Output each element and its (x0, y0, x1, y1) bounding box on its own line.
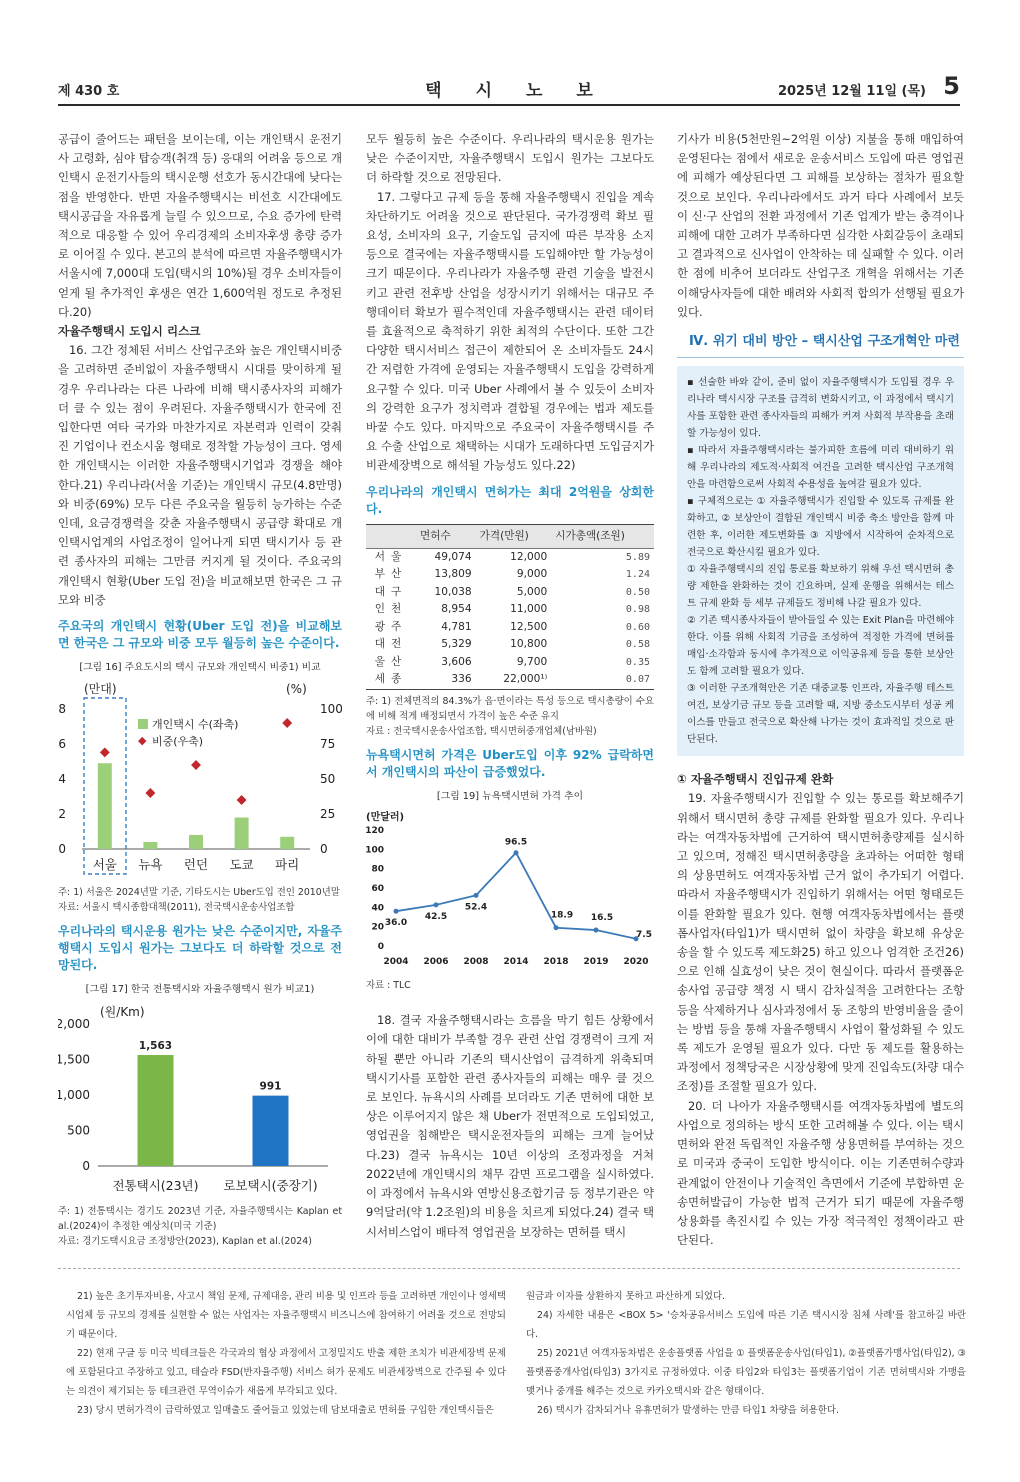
y-tick-label: 0 (82, 1158, 90, 1173)
bar (189, 835, 203, 849)
figure-17-chart (58, 1002, 342, 1198)
bar (253, 1095, 289, 1165)
x-tick-label: 도쿄 (229, 857, 254, 873)
data-label: 42.5 (424, 911, 448, 922)
price-cell: 12,000 (510, 550, 548, 563)
figure-19-chart (366, 808, 654, 972)
footnote: 22) 현재 구글 등 미국 빅테크들은 각국과의 협상 과정에서 고정밀지도 반출 제한 조치가 비관세장벽 문제에 포함된다고 주장하고 있고, 테슬라 FSD(반자율주행) 서비스 허가 문제도 비관세장벽으로 간주될 수 있다는 의견이 제기되는 등 테크관련 무역이슈가 새롭게 부각되고 있다. (66, 1348, 506, 1397)
table-row (366, 619, 654, 637)
data-label: 36.0 (384, 918, 408, 929)
footnote: 24) 자세한 내용은 <BOX 5> '승차공유서비스 도입에 따른 기존 택시시장 침체 사례'를 참고하길 바란다. (526, 1310, 966, 1340)
summary-item: ② 기존 택시종사자들이 받아들일 수 있는 Exit Plan을 마련해야 한다. 이를 위해 사회적 기금을 조성하여 적정한 가격에 면허를 매입·소각함과 동시에 추가적으로 이익공유제 등을 통한 보상안도 함께 고려할 필요가 있다. (687, 615, 954, 678)
market-cap-cell: 0.35 (625, 656, 650, 668)
figure-19-title: [그림 19] 뉴욕택시면허 가격 추이 (436, 790, 584, 802)
summary-item: ③ 이러한 구조개혁안은 기존 대중교통 인프라, 자율주행 테스트 여건, 보상기금 규모 등을 고려할 때, 지방 중소도시부터 성공 케이스를 만들고 전국으로 확산해 나가는 것이 효과적일 것으로 판단된다. (687, 683, 954, 746)
data-label: 1,563 (138, 1039, 173, 1052)
license-count-cell: 13,809 (434, 568, 472, 581)
figure-17-source: 자료: 경기도택시요금 조정방안(2023), Kaplan et al.(2024) (58, 1235, 312, 1247)
y-tick-label: 500 (67, 1123, 90, 1138)
y-right-tick-label: 75 (320, 737, 336, 752)
market-cap-cell: 0.60 (625, 621, 650, 633)
x-tick-label: 2006 (423, 957, 449, 968)
legend-bar-swatch (138, 719, 148, 729)
table-header: 시가총액(조원) (551, 524, 654, 548)
paragraph: 18. 결국 자율주행택시라는 흐름을 막기 힘든 상황에서 이에 대한 대비가 부족할 경우 관련 산업 경쟁력이 크게 저하될 뿐만 아니라 기존의 택시산업이 급격하게 위축되며 택시기사를 포함한 관련 종사자들의 피해는 매우 클 것으로 보인다. 뉴욕시의 사례를 보더라도 기존 면허에 대한 보상은 이루어지지 않은 채 Uber가 전면적으로 도입되었고, 영업권을 침해받은 택시운전자들의 피해는 크게 늘어났다.23) 결국 뉴욕시는 10년 이상의 조정과정을 거쳐 2022년에 개인택시의 채무 감면 프로그램을 실시하였다. 이 과정에서 뉴욕시와 연방신용조합기금 등 정부기관은 약 9억달러(약 1.2조원)의 비용을 치르게 되었다.24) 결국 택시서비스업이 배타적 영업권을 보장하는 면허를 택시 (366, 1013, 654, 1239)
city-cell: 서울 (374, 550, 408, 563)
x-tick-label: 런던 (183, 857, 209, 873)
x-tick-label: 전통택시(23년) (112, 1177, 199, 1193)
highlight-caption: 우리나라의 개인택시 면허가는 최대 2억원을 상회한다. (366, 484, 654, 516)
y-right-tick-label: 25 (320, 807, 336, 822)
y-tick-label: 20 (371, 922, 384, 933)
figure-17-note: 주: 1) 전통택시는 경기도 2023년 기준, 자율주행택시는 Kaplan et al.(2024)이 추정한 예상치(미국 기준) (58, 1205, 342, 1232)
highlight-caption: 우리나라의 택시운용 원가는 낮은 수준이지만, 자율주행택시 도입시 원가는 그보다도 더 하락할 것으로 전망된다. (58, 924, 342, 973)
y-left-tick-label: 2 (58, 807, 66, 822)
license-count-cell: 49,074 (434, 550, 472, 563)
city-cell: 대전 (374, 638, 408, 651)
license-count-cell: 5,329 (441, 638, 472, 651)
y-tick-label: 2,000 (58, 1016, 90, 1031)
newspaper-title: 택시노보 (425, 81, 627, 101)
table-header: 면허수 (416, 524, 476, 548)
column-2 (366, 130, 654, 1242)
table-row (366, 566, 654, 584)
data-label: 96.5 (504, 837, 528, 848)
x-tick-label: 로보택시(중장기) (223, 1177, 318, 1193)
fig16-left-unit: (만대) (84, 682, 117, 697)
table-header (366, 524, 416, 548)
figure-17-title: [그림 17] 한국 전통택시와 자율주행택시 원가 비교1) (85, 984, 315, 996)
table-source: 자료 : 전국택시운송사업조합, 택시면허중개업체(남바원) (366, 725, 597, 737)
y-tick-label: 1,000 (58, 1087, 90, 1102)
license-count-cell: 3,606 (441, 655, 472, 668)
city-cell: 광주 (374, 620, 408, 633)
subheading: ① 자율주행택시 진입규제 완화 (677, 772, 834, 787)
x-tick-label: 2008 (463, 957, 489, 968)
page-number: 5 (943, 72, 960, 100)
subheading: 자율주행택시 도입시 리스크 (58, 324, 201, 339)
data-point (394, 909, 399, 914)
column-3 (677, 130, 964, 1250)
license-price-table (366, 524, 654, 690)
figure-16-chart (58, 679, 342, 879)
data-label: 16.5 (590, 913, 614, 924)
x-tick-label: 2019 (583, 957, 609, 968)
summary-item: ▪ 구체적으로는 ① 자율주행택시가 진입할 수 있도록 규제를 완화하고, ② 보상안이 결합된 개인택시 비중 축소 방안을 함께 마련한 후, 이러한 제도변화를 ③ 지방에서 시작하여 순차적으로 전국으로 확산시킬 필요가 있다. (687, 496, 954, 559)
summary-box (677, 366, 964, 756)
data-point (282, 718, 292, 728)
license-count-cell: 336 (416, 671, 476, 689)
footnote: 21) 높은 초기투자비용, 사고시 책임 문제, 규제대응, 관리 비용 및 인프라 등을 고려하면 개인이나 영세택시업체 등 규모의 경제를 실현할 수 없는 사업자는 자율주행택시 비즈니스에 참여하기 어려울 것으로 전망되기 때문이다. (66, 1291, 506, 1340)
footnotes-left (66, 1287, 506, 1420)
y-tick-label: 100 (366, 845, 384, 856)
market-cap-cell: 0.50 (625, 586, 650, 598)
city-cell: 인천 (374, 603, 408, 616)
footnote: 23) 당시 면허가격이 급락하였고 일매출도 줄어들고 있었는데 담보대출로 면허를 구입한 개인택시들은 (77, 1405, 494, 1416)
y-tick-label: 0 (377, 942, 384, 953)
column-1 (58, 130, 342, 1249)
legend-bar-label: 개인택시 수(좌축) (152, 718, 239, 732)
fig17-unit: (원/Km) (100, 1004, 145, 1019)
page-header (58, 74, 960, 106)
y-tick-label: 1,500 (58, 1052, 90, 1067)
section-heading: Ⅳ. 위기 대비 방안 – 택시산업 구조개혁안 마련 (677, 322, 964, 358)
x-tick-label: 파리 (275, 857, 300, 873)
table-row (366, 654, 654, 672)
table-note: 주: 1) 전체면적의 84.3%가 읍·면이라는 특성 등으로 택시총량이 수요에 비해 적게 배정되면서 가격이 높은 수준 유지 (366, 695, 654, 722)
footnote: 원금과 이자를 상환하지 못하고 파산하게 되었다. (526, 1291, 726, 1302)
city-cell: 울산 (374, 655, 408, 668)
table-row (366, 601, 654, 619)
y-tick-label: 120 (366, 826, 384, 837)
footnote: 26) 택시가 감차되거나 유휴면허가 발생하는 만큼 타입1 차량을 허용한다. (537, 1405, 839, 1416)
figure-16-title: [그림 16] 주요도시의 택시 규모와 개인택시 비중1) 비교 (79, 662, 321, 674)
paragraph: 16. 그간 정체된 서비스 산업구조와 높은 개인택시비중을 고려하면 준비없이 자율주행택시 시대를 맞이하게 될 경우 우리나라는 다른 나라에 비해 택시종사자의 피해가 더 클 수 있는 점이 우려된다. 자율주행택시가 한국에 진입한다면 여타 국가와 마찬가지로 자본력과 인력이 갖춰진 기업이나 컨소시움 형태로 정착할 가능성이 크다. 영세한 개인택시는 이러한 자율주행택시기업과 경쟁을 해야 한다.21) 우리나라(서울 기준)는 개인택시 규모(4.8만명)와 비중(69%) 모두 다른 주요국을 월등히 능가하는 수준인데, 요금경쟁력을 갖춘 자율주행택시 공급량 확대로 개인택시업계의 사업조정이 일어나게 되면 택시기사 등 관련 종사자의 피해는 그만큼 커지게 될 것이다. 주요국의 개인택시 현황(Uber 도입 전)을 비교해보면 한국은 그 규모와 비중 (58, 343, 342, 607)
fig19-unit: (만달러) (366, 812, 405, 824)
figure-19-source: 자료 : TLC (366, 980, 411, 992)
highlight-caption: 뉴욕택시면허 가격은 Uber도입 이후 92% 급락하면서 개인택시의 파산이 급증했었다. (366, 747, 654, 779)
issue-number: 제 430 호 (58, 84, 120, 99)
paragraph: 공급이 줄어드는 패턴을 보이는데, 이는 개인택시 운전기사 고령화, 심야 탑승객(취객 등) 응대의 어려움 등으로 개인택시 운전기사들의 택시운행 선호가 동시간대에 낮다는 점을 반영한다. 반면 자율주행택시는 비선호 시간대에도 택시공급을 자유롭게 늘릴 수 있으므로, 수요 증가에 탄력적으로 대응할 수 있어 우리경제의 소비자후생 총량 증가로 이어질 수 있다. 본고의 분석에 따르면 자율주행택시가 서울시에 7,000대 도입(택시의 10%)될 경우 소비자들이 얻게 될 추가적인 후생은 연간 1,600억원 정도로 추정된다.20) (58, 132, 342, 319)
table-header-row (366, 524, 654, 548)
y-left-tick-label: 8 (58, 702, 66, 717)
data-point (514, 850, 519, 855)
data-point (237, 795, 247, 805)
y-left-tick-label: 4 (58, 772, 66, 787)
price-cell: 9,000 (516, 568, 548, 581)
market-cap-cell: 0.58 (625, 639, 650, 651)
city-cell: 부산 (374, 568, 408, 581)
data-label: 18.9 (550, 910, 574, 921)
market-cap-cell: 0.98 (625, 604, 650, 616)
y-right-tick-label: 0 (320, 842, 328, 857)
data-label: 991 (259, 1080, 282, 1093)
y-left-tick-label: 0 (58, 842, 66, 857)
paragraph: 기사가 비용(5천만원~2억원 이상) 지불을 통해 매입하여 운영된다는 점에서 새로운 운송서비스 도입에 따른 영업권에 피해가 예상된다면 그 피해를 보상하는 절차가 필요할 것으로 보인다. 우리나라에서도 과거 타다 사례에서 보듯이 신·구 산업의 전환 과정에서 기존 업계가 받는 충격이나 피해에 대한 고려가 부족하다면 심각한 사회갈등이 초래되고 결과적으로 신사업이 안착하는 데 실패할 수 있다. 이러한 점에 비추어 보더라도 산업구조 개혁을 위해서는 기존 이해당사자들에 대한 배려와 사회적 합의가 선행될 필요가 있다. (677, 132, 964, 319)
price-cell: 10,800 (510, 638, 548, 651)
license-count-cell: 10,038 (434, 585, 472, 598)
paragraph: 17. 그렇다고 규제 등을 통해 자율주행택시 진입을 계속 차단하기도 어려울 것으로 판단된다. 국가경쟁력 확보 필요성, 소비자의 요구, 기술도입 금지에 따른 부작용 소지 등으로 결국에는 자율주행택시를 도입해야만 할 가능성이 크기 때문이다. 우리나라가 자율주행 관련 기술을 발전시키고 관련 전후방 산업을 성장시키기 위해서는 대규모 주행데이터 확보가 필수적인데 자율주행택시는 관련 데이터를 효율적으로 축적하기 위한 최적의 수단이다. 또한 그간 다양한 택시서비스 접근이 제한되어 온 소비자들도 24시간 저렴한 가격에 운영되는 자율주행택시 도입을 강력하게 요구할 수 있다. 미국 Uber 사례에서 볼 수 있듯이 소비자의 강력한 요구가 정치력과 결합될 경우에는 법과 제도를 바꿀 수도 있다. 마지막으로 주요국이 자율주행택시를 주요 수출 산업으로 채택하는 시대가 도래하다면 도입금지가 비관세장벽으로 해석될 가능성도 있다.22) (366, 189, 654, 473)
license-count-cell: 4,781 (441, 620, 472, 633)
bar (138, 1055, 174, 1166)
table-row (366, 584, 654, 602)
table-row (366, 671, 654, 689)
price-cell: 12,500 (510, 620, 548, 633)
issue-date: 2025년 12월 11일 (목) (777, 84, 926, 99)
data-point (594, 928, 599, 933)
market-cap-cell: 5.89 (625, 551, 650, 563)
bar (235, 818, 249, 850)
table-header: 가격(만원) (476, 524, 552, 548)
footnotes-right (526, 1287, 966, 1420)
price-cell: 11,000 (510, 603, 548, 616)
summary-item: ▪ 따라서 자율주행택시라는 불가피한 흐름에 미리 대비하기 위해 우리나라의 제도적·사회적 여건을 고려한 택시산업 구조개혁안을 마련함으로써 사회적 수용성을 높여갈 필요가 있다. (687, 445, 954, 491)
x-tick-label: 2004 (383, 957, 409, 968)
paragraph: 19. 자율주행택시가 진입할 수 있는 통로를 확보해주기 위해서 택시면허 총량 규제를 완화할 필요가 있다. 우리나라는 여객자동차법에 근거하여 택시면허총량제를 실시하고 있으며, 정해진 택시면허총량을 초과하는 어떠한 형태의 상용면허도 여객자동차법 근거 없이 추가되기 어렵다. 따라서 자율주행택시가 진입하기 위해서는 어떤 형태로든 이를 완화할 필요가 있다. 현행 여객자동차법에서는 플랫폼사업자(타입1)가 택시면허 없이 차량을 확보해 유상운송을 할 수 있도록 제도화25) 하고 있으나 엄격한 조건26)으로 인해 실효성이 낮은 것이 현실이다. 따라서 플랫폼운송사업 공급량 책정 시 택시 감차실적을 고려한다는 조항 등을 삭제하거나 심사과정에서 동 조항의 반영비율을 줄이는 방법 등을 통해 자율주행택시 사업이 활성화될 수 있도록 제도가 운영될 필요가 있다. 다만 동 제도를 활용하는 과정에서 정책당국은 시장상황에 맞게 진입속도(차량 대수 조정)를 조절할 필요가 있다. (677, 791, 964, 1094)
data-point (474, 893, 479, 898)
summary-item: ① 자율주행택시의 진입 통로를 확보하기 위해 우선 택시면허 총량 제한을 완화하는 것이 긴요하며, 실제 운행을 위해서는 테스트 규제 완화 등 세부 규제들도 정비해 나갈 필요가 있다. (687, 564, 954, 610)
highlight-caption: 주요국의 개인택시 현황(Uber 도입 전)을 비교해보면 한국은 그 규모와 비중 모두 월등히 높은 수준이다. (58, 619, 342, 651)
paragraph: 20. 더 나아가 자율주행택시를 여객자동차법에 별도의 사업으로 정의하는 방식 또한 고려해볼 수 있다. 이는 택시면허와 완전 독립적인 자율주행 상용면허를 부여하는 것으로 미국과 중국이 도입한 방식이다. 이는 기존면허수량과 관계없이 안전이나 기술적인 측면에서 기준에 부합하면 운송면허발급이 가능한 법적 근거가 되기 때문에 자율주행 상용화를 촉진시킬 수 있는 가장 적극적인 정책이라고 판단된다. (677, 1098, 964, 1248)
table-row (366, 548, 654, 566)
summary-item: ▪ 선술한 바와 같이, 준비 없이 자율주행택시가 도입될 경우 우리나라 택시시장 구조를 급격히 변화시키고, 이 과정에서 택시기사를 포함한 관련 종사자들의 피해가 커져 사회적 부작용을 초래할 가능성이 있다. (687, 377, 954, 440)
bar (143, 842, 157, 849)
legend-dot-swatch: ◆ (138, 734, 147, 748)
y-tick-label: 80 (371, 864, 384, 875)
y-right-tick-label: 50 (320, 772, 336, 787)
market-cap-cell: 0.07 (551, 671, 654, 689)
license-count-cell: 8,954 (441, 603, 472, 616)
x-tick-label: 서울 (92, 857, 117, 873)
series-line (396, 853, 636, 939)
bar (280, 837, 294, 849)
paragraph: 모두 월등히 높은 수준이다. 우리나라의 택시운용 원가는 낮은 수준이지만, 자율주행택시 도입시 원가는 그보다도 더 하락할 것으로 전망된다. (366, 132, 654, 185)
city-cell: 대구 (374, 585, 408, 598)
y-tick-label: 60 (371, 884, 384, 895)
price-cell: 5,000 (516, 585, 548, 598)
data-point (434, 902, 439, 907)
y-tick-label: 40 (371, 903, 384, 914)
figure-16-note: 주: 1) 서울은 2024년말 기준, 기타도시는 Uber도입 전인 2010년말 (58, 887, 340, 899)
market-cap-cell: 1.24 (625, 569, 650, 581)
legend-dot-label: 비중(우축) (152, 735, 204, 749)
table-row (366, 636, 654, 654)
x-tick-label: 2014 (503, 957, 529, 968)
x-tick-label: 2020 (623, 957, 649, 968)
bar (98, 764, 112, 850)
data-label: 52.4 (464, 902, 488, 913)
data-label: 7.5 (636, 929, 652, 940)
price-cell: 22,000¹⁾ (476, 671, 552, 689)
data-point (145, 788, 155, 798)
city-cell: 세종 (366, 671, 416, 689)
x-tick-label: 뉴욕 (138, 857, 163, 873)
y-right-tick-label: 100 (320, 702, 342, 717)
fig16-right-unit: (%) (286, 682, 307, 697)
footnote: 25) 2021년 여객자동차법은 운송플랫폼 사업을 ① 플랫폼운송사업(타입1), ②플랫폼가맹사업(타입2), ③플랫폼중개사업(타입3) 3가지로 규정하였다. 이중 타입2와 타입3는 플랫폼기업이 기존 면허택시와 가맹을 맺거나 중개를 해주는 것으로 카카오택시와 같은 형태이다. (526, 1348, 966, 1397)
data-point (191, 760, 201, 770)
figure-16-source: 자료: 서울시 택시종합대책(2011), 전국택시운송사업조합 (58, 902, 295, 914)
data-point (554, 925, 559, 930)
price-cell: 9,700 (516, 655, 548, 668)
x-tick-label: 2018 (543, 957, 569, 968)
footnotes (58, 1268, 966, 1416)
data-point (100, 748, 110, 758)
y-left-tick-label: 6 (58, 737, 66, 752)
